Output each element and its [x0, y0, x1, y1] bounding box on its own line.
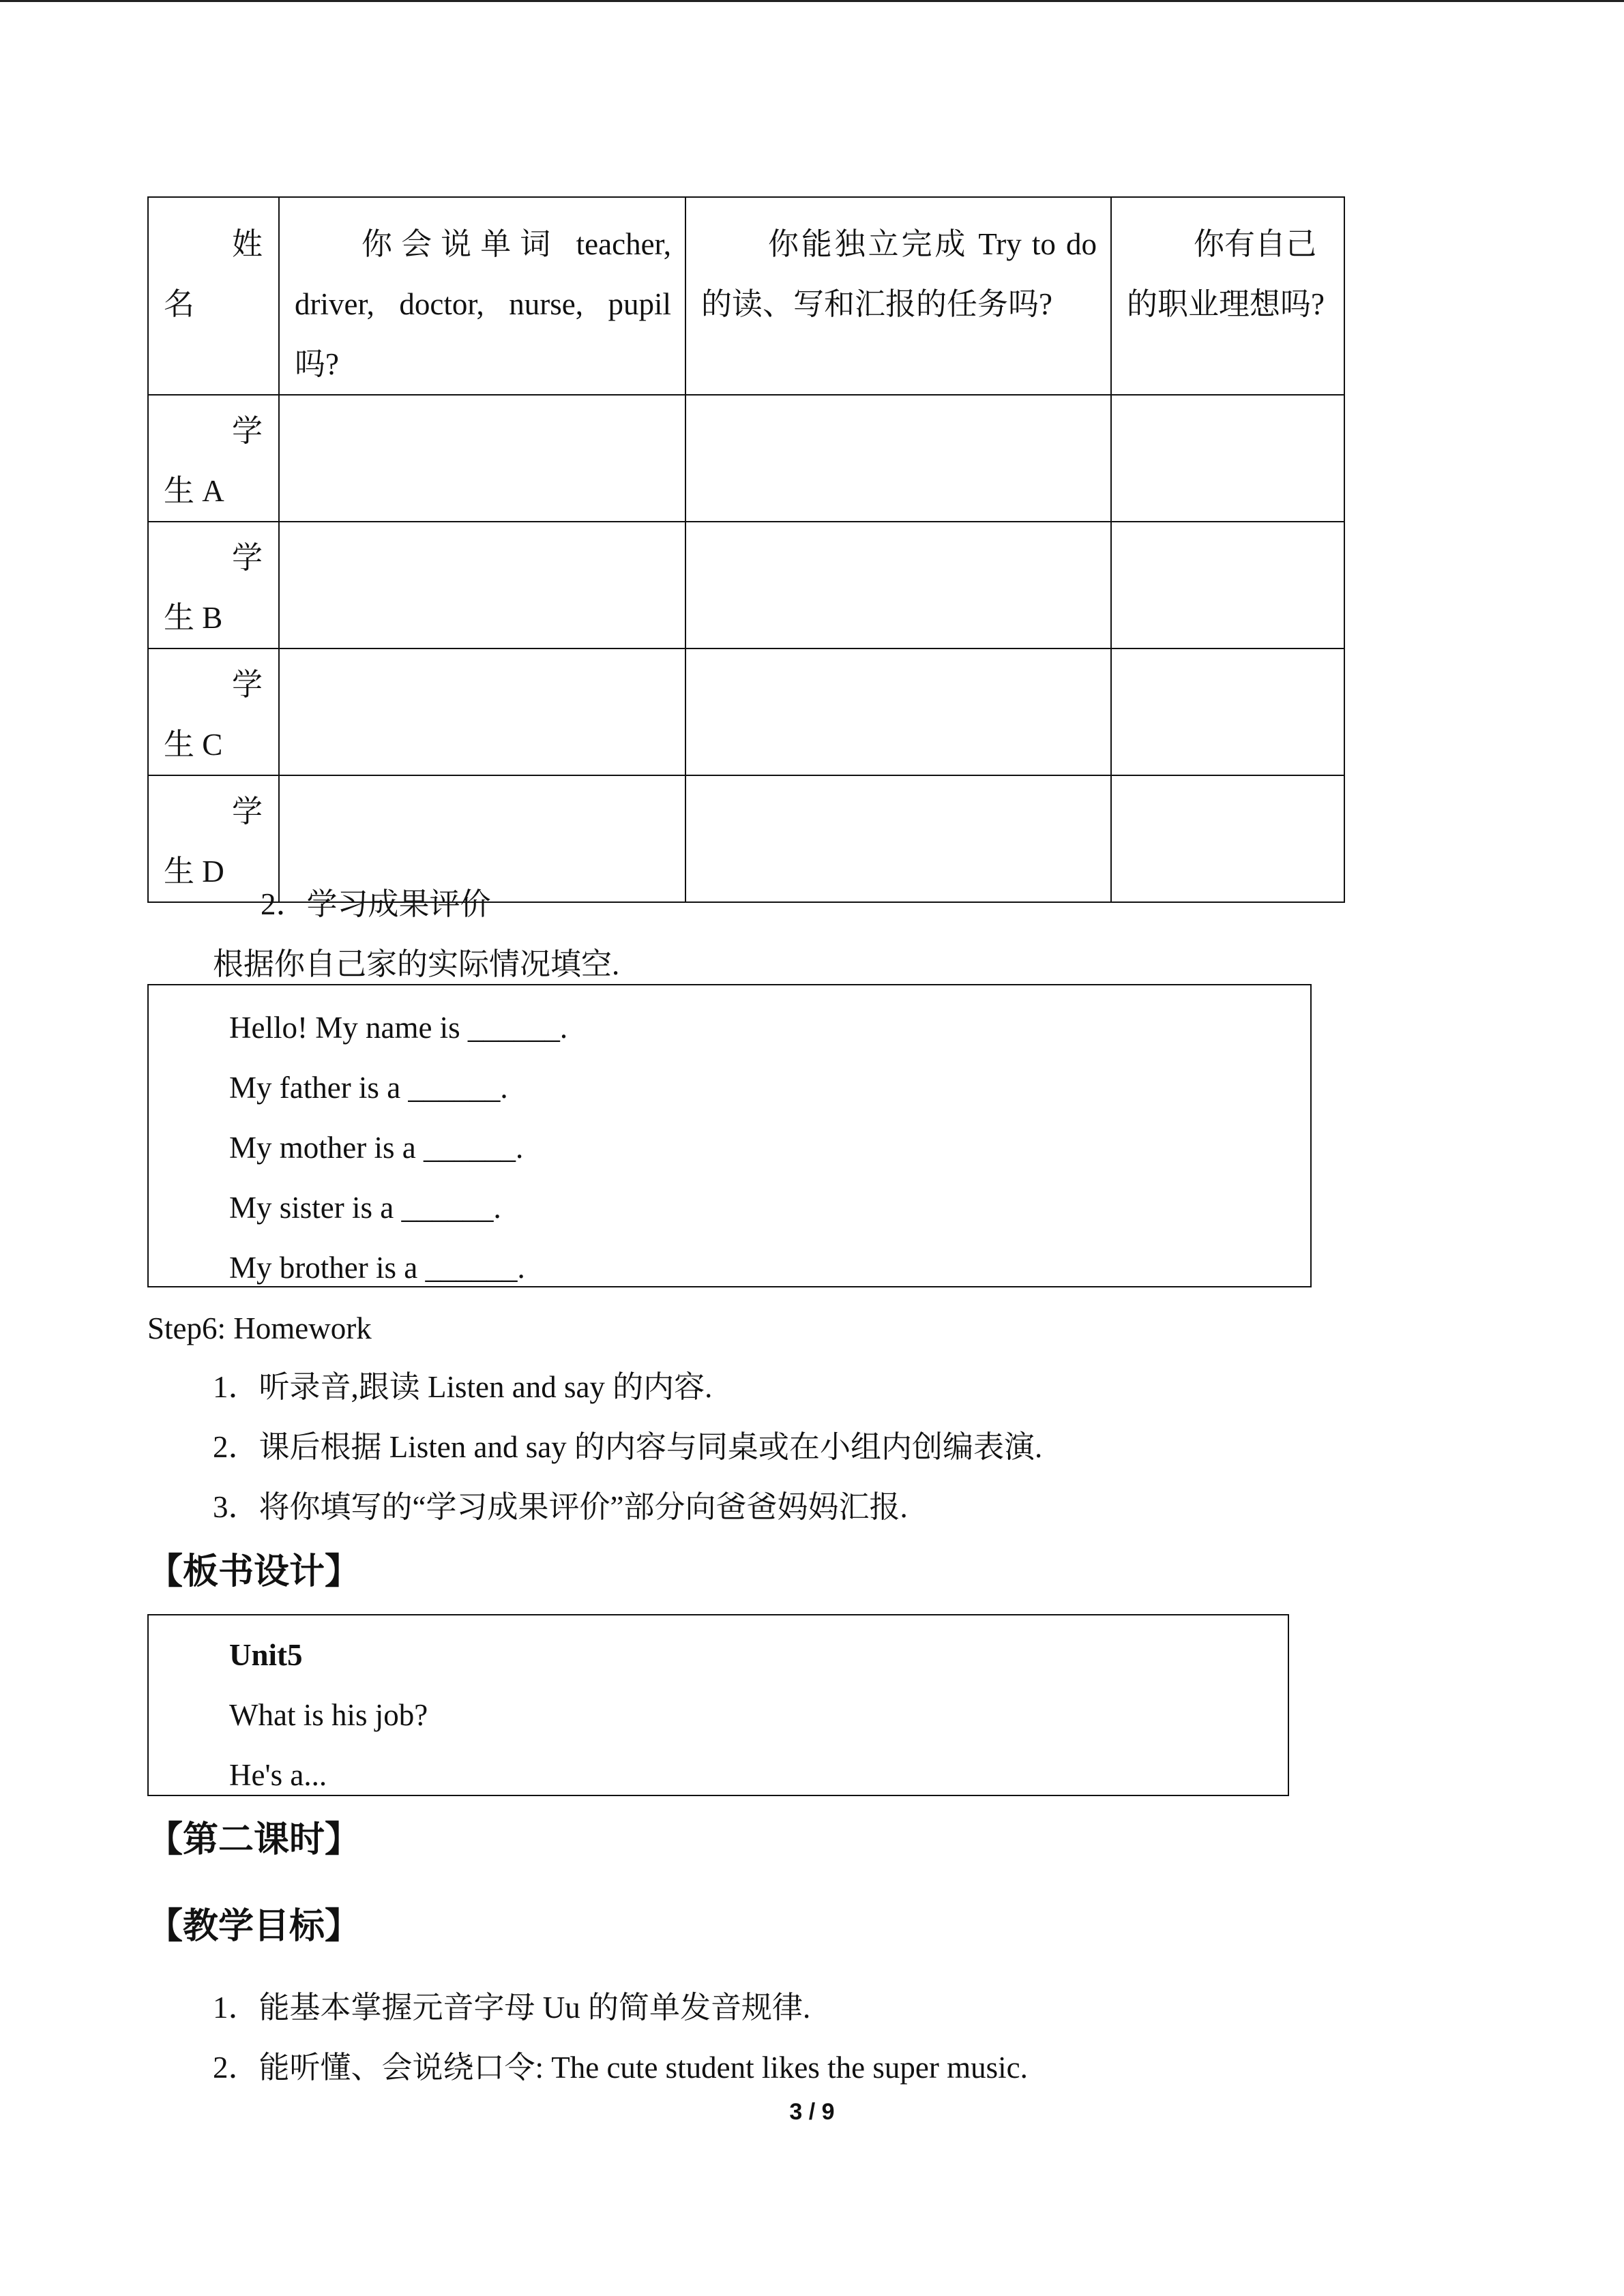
- table-cell: [279, 648, 685, 775]
- table-cell: [1111, 522, 1344, 648]
- goal-item: 2．能听懂、会说绕口令: The cute student likes the super music.: [213, 2051, 1028, 2085]
- fill-line: My brother is a ______.: [229, 1251, 525, 1285]
- section-instruction: 根据你自己家的实际情况填空.: [213, 947, 620, 981]
- fill-line: Hello! My name is ______.: [229, 1011, 568, 1045]
- header-words-question: 你会说单词 teacher, driver, doctor, nurse, pupil 吗?: [279, 197, 685, 395]
- student-name: 学生 B: [148, 522, 279, 648]
- table-row: [148, 648, 1344, 775]
- step6-title: Step6: Homework: [147, 1311, 372, 1345]
- table-cell: [685, 648, 1111, 775]
- fill-line: My mother is a ______.: [229, 1131, 524, 1165]
- goal-item: 1．能基本掌握元音字母 Uu 的简单发音规律.: [213, 1991, 811, 2025]
- table-cell: [685, 522, 1111, 648]
- page-number: 3 / 9: [789, 2099, 835, 2125]
- table-cell: [1111, 395, 1344, 522]
- student-name: 学生 A: [148, 395, 279, 522]
- student-name: 学生 C: [148, 648, 279, 775]
- board-heading: 【板书设计】: [147, 1551, 361, 1592]
- board-line: What is his job?: [229, 1698, 428, 1732]
- section-title: 2．学习成果评价: [261, 887, 491, 921]
- table-row: [148, 522, 1344, 648]
- homework-item: 2．课后根据 Listen and say 的内容与同桌或在小组内创编表演.: [213, 1430, 1043, 1464]
- table-row: [148, 395, 1344, 522]
- table-cell: [1111, 775, 1344, 902]
- goals-heading: 【教学目标】: [147, 1906, 361, 1947]
- table-cell: [685, 395, 1111, 522]
- board-box: [147, 1614, 1289, 1796]
- table-header-row: [148, 197, 1344, 395]
- evaluation-table: [147, 196, 1345, 903]
- table-cell: [279, 395, 685, 522]
- page-top-border: [0, 0, 1624, 2]
- board-unit: Unit5: [229, 1638, 303, 1672]
- table-cell: [279, 522, 685, 648]
- lesson2-heading: 【第二课时】: [147, 1819, 361, 1860]
- header-career-question: 你有自己的职业理想吗?: [1111, 197, 1344, 395]
- student-name: 学生 D: [148, 775, 279, 902]
- fill-line: My father is a ______.: [229, 1071, 508, 1105]
- homework-item: 3．将你填写的“学习成果评价”部分向爸爸妈妈汇报.: [213, 1490, 908, 1524]
- header-try-to-do-question: 你能独立完成 Try to do 的读、写和汇报的任务吗?: [685, 197, 1111, 395]
- homework-item: 1．听录音,跟读 Listen and say 的内容.: [213, 1370, 713, 1404]
- header-name: 姓名: [148, 197, 279, 395]
- fill-line: My sister is a ______.: [229, 1191, 501, 1225]
- board-line: He's a...: [229, 1758, 327, 1792]
- fill-in-box: [147, 984, 1312, 1287]
- table-cell: [1111, 648, 1344, 775]
- table-cell: [685, 775, 1111, 902]
